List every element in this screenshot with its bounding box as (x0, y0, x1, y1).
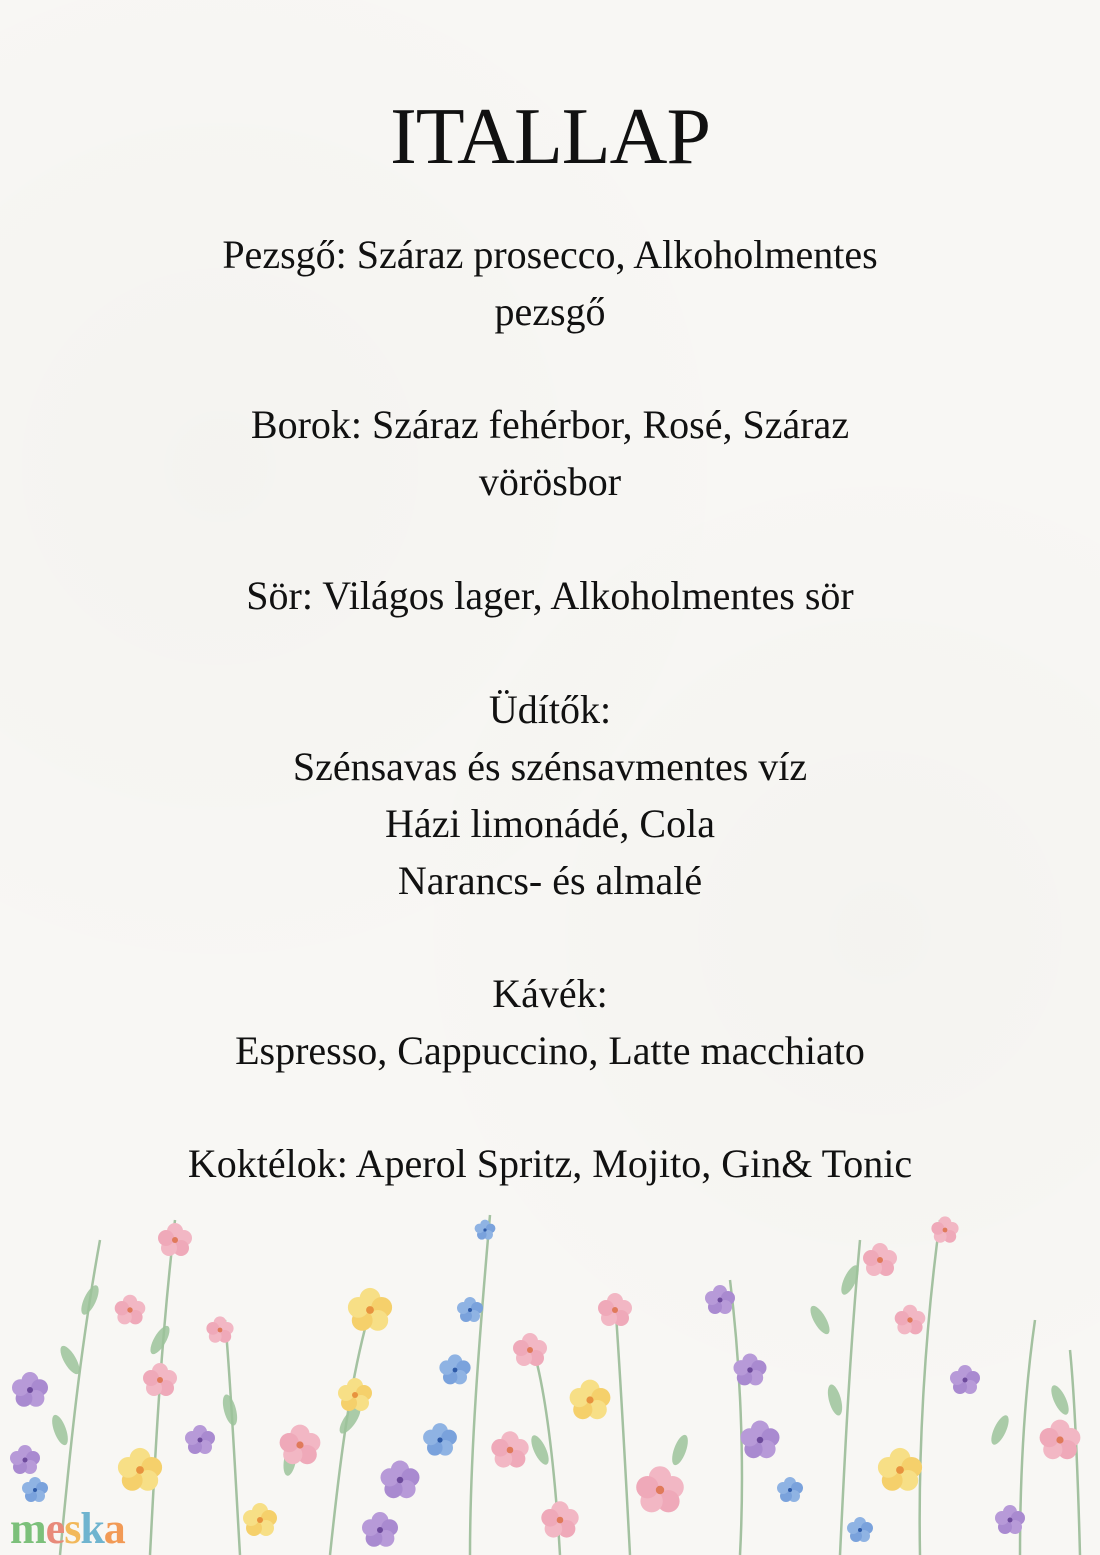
wildflower-border-illustration (0, 1200, 1100, 1555)
borok-line-1: Borok: Száraz fehérbor, Rosé, Száraz (250, 402, 850, 447)
uditok-item-2: Házi limonádé, Cola (385, 801, 715, 846)
uditok-heading: Üdítők: (488, 687, 612, 732)
meska-logo: meska (10, 1504, 125, 1553)
koktelok-line: Koktélok: Aperol Spritz, Mojito, Gin& Tonic (187, 1141, 913, 1186)
pezsgo-line-2: pezsgő (494, 289, 606, 334)
borok-line-2: vörösbor (478, 459, 622, 504)
sor-line: Sör: Világos lager, Alkoholmentes sör (246, 573, 854, 618)
pezsgo-line-1: Pezsgő: Száraz prosecco, Alkoholmentes (222, 232, 878, 277)
kavek-heading: Kávék: (492, 971, 608, 1016)
uditok-item-1: Szénsavas és szénsavmentes víz (292, 744, 808, 789)
kavek-item-1: Espresso, Cappuccino, Latte macchiato (235, 1028, 865, 1073)
uditok-item-3: Narancs- és almalé (397, 858, 703, 903)
page-title: ITALLAP (390, 93, 710, 181)
